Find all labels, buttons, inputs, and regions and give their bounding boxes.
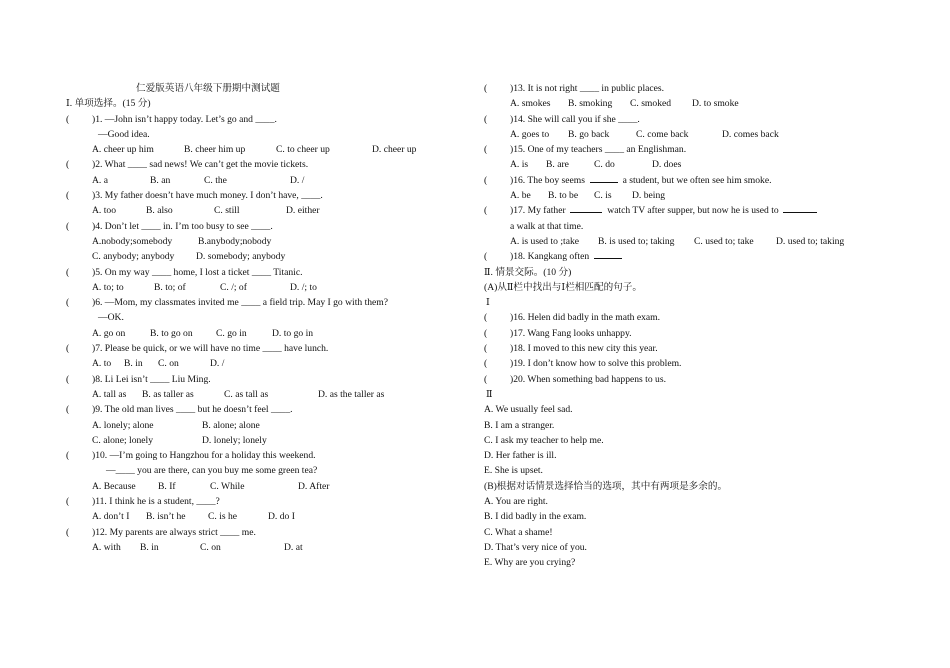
question-6 — [66, 295, 466, 310]
answer-paren: ( — [66, 450, 70, 462]
right-column — [484, 81, 864, 571]
option: D. being — [632, 190, 666, 202]
option: B. If — [158, 480, 176, 492]
option: A. a — [92, 174, 108, 186]
option: B. is used to; taking — [598, 235, 675, 247]
option: A. too — [92, 205, 116, 217]
question-text: )5. On my way ____ home, I lost a ticket ____ Titanic. — [92, 266, 303, 278]
answer-paren: ( — [66, 343, 70, 355]
options-row — [66, 509, 466, 524]
answer-paren: ( — [484, 144, 488, 156]
question-10 — [66, 448, 466, 463]
match-option: E. She is upset. — [484, 465, 543, 477]
option: B. in — [140, 541, 159, 553]
options-row — [66, 234, 466, 249]
option: C. on — [158, 358, 179, 370]
option: D. lonely; lonely — [202, 434, 267, 446]
question-8 — [66, 372, 466, 387]
question-reply: —OK. — [98, 312, 124, 324]
question-4 — [66, 219, 466, 234]
option: D. either — [286, 205, 320, 217]
options-row — [66, 203, 466, 218]
option: A. smokes — [510, 98, 551, 110]
question-text: )8. Li Lei isn’t ____ Liu Ming. — [92, 373, 211, 385]
option: D. to go in — [272, 327, 314, 339]
option: B. go back — [568, 128, 610, 140]
options-row — [484, 157, 864, 172]
question-reply: —____ you are there, can you buy me some green tea? — [106, 465, 318, 477]
match-item — [484, 356, 864, 371]
question-12 — [66, 525, 466, 540]
question-text — [510, 249, 622, 264]
options-row — [66, 249, 466, 264]
answer-paren: ( — [66, 526, 70, 538]
answer-paren: ( — [66, 113, 70, 125]
question-text-part: )18. Kangkang often — [510, 251, 590, 263]
match-text: )18. I moved to this new city this year. — [510, 343, 658, 355]
options-row — [66, 387, 466, 402]
answer-paren: ( — [484, 205, 488, 217]
option: B. as taller as — [142, 388, 194, 400]
question-11 — [66, 494, 466, 509]
question-text: )14. She will call you if she ____. — [510, 113, 640, 125]
left-column — [66, 81, 466, 555]
answer-paren: ( — [484, 358, 488, 370]
match-option: D. Her father is ill. — [484, 450, 557, 462]
option: C. smoked — [630, 98, 672, 110]
question-text: )3. My father doesn’t have much money. I don’t have, ____. — [92, 190, 323, 202]
answer-paren: ( — [66, 190, 70, 202]
dialogue-option: E. Why are you crying? — [484, 557, 576, 569]
column-ii-label: Ⅱ — [486, 388, 493, 400]
question-16 — [484, 173, 864, 188]
option: C. alone; lonely — [92, 434, 154, 446]
question-text — [510, 203, 817, 218]
question-text-part: watch TV after supper, but now he is used to — [607, 205, 779, 217]
question-text-part: )17. My father — [510, 205, 566, 217]
question-reply: —Good idea. — [98, 128, 150, 140]
question-continuation: a walk at that time. — [510, 220, 584, 232]
question-text — [510, 173, 772, 188]
section-heading: Ⅰ. 单项选择。(15 分) — [66, 98, 151, 110]
option: B. alone; alone — [202, 419, 260, 431]
option: A. cheer up him — [92, 144, 154, 156]
option: C. anybody; anybody — [92, 251, 175, 263]
answer-blank[interactable] — [570, 203, 602, 213]
answer-paren: ( — [484, 251, 488, 263]
match-item — [484, 341, 864, 356]
options-row — [484, 188, 864, 203]
question-5 — [66, 265, 466, 280]
question-3 — [66, 188, 466, 203]
match-item — [484, 310, 864, 325]
question-1 — [66, 112, 466, 127]
match-text: )20. When something bad happens to us. — [510, 373, 666, 385]
options-row — [484, 234, 864, 249]
option: A. tall as — [92, 388, 127, 400]
option: D. comes back — [722, 128, 779, 140]
option: D. cheer up — [372, 144, 417, 156]
option: A. is — [510, 159, 529, 171]
option: C. do — [594, 159, 615, 171]
option: C. come back — [636, 128, 689, 140]
option: C. to cheer up — [276, 144, 330, 156]
question-14 — [484, 112, 864, 127]
option: B. to; of — [154, 281, 186, 293]
question-text-part: a student, but we often see him smoke. — [622, 174, 772, 186]
option: C. While — [210, 480, 245, 492]
dialogue-option: D. That’s very nice of you. — [484, 541, 587, 553]
answer-paren: ( — [484, 312, 488, 324]
answer-paren: ( — [66, 266, 70, 278]
question-text: )6. —Mom, my classmates invited me ____ a field trip. May I go with them? — [92, 297, 389, 309]
question-text: )13. It is not right ____ in public places. — [510, 83, 665, 94]
option: A. lonely; alone — [92, 419, 154, 431]
question-18 — [484, 249, 864, 264]
question-text: )4. Don’t let ____ in. I’m too busy to see ____. — [92, 220, 273, 232]
options-row — [66, 326, 466, 341]
question-text: )2. What ____ sad news! We can’t get the movie tickets. — [92, 159, 309, 171]
options-row — [66, 540, 466, 555]
options-row — [484, 96, 864, 111]
option: D. do I — [268, 511, 295, 523]
answer-paren: ( — [66, 220, 70, 232]
option: B. an — [150, 174, 171, 186]
answer-paren: ( — [484, 373, 488, 385]
option: D. does — [652, 159, 682, 171]
match-option: C. I ask my teacher to help me. — [484, 434, 604, 446]
option: D. at — [284, 541, 303, 553]
option: C. is — [594, 190, 612, 202]
options-row — [66, 142, 466, 157]
match-option: B. I am a stranger. — [484, 419, 555, 431]
option: A. be — [510, 190, 531, 202]
dialogue-option: B. I did badly in the exam. — [484, 511, 587, 523]
option: C. used to; take — [694, 235, 754, 247]
question-text: )9. The old man lives ____ but he doesn’t feel ____. — [92, 404, 293, 416]
part-instruction: (A)从Ⅱ栏中找出与Ⅰ栏相匹配的句子。 — [484, 281, 642, 293]
question-text: )1. —John isn’t happy today. Let’s go and ____. — [92, 113, 277, 125]
answer-paren: ( — [66, 297, 70, 309]
question-17 — [484, 203, 864, 218]
question-13 — [484, 81, 864, 96]
answer-blank[interactable] — [590, 173, 618, 183]
dialogue-option: A. You are right. — [484, 496, 548, 508]
option: C. as tall as — [224, 388, 269, 400]
option: A. with — [92, 541, 121, 553]
answer-paren: ( — [484, 174, 488, 186]
option: B. to be — [548, 190, 579, 202]
option: B. smoking — [568, 98, 613, 110]
question-text: )15. One of my teachers ____ an Englishman. — [510, 144, 687, 156]
option: C. still — [214, 205, 240, 217]
option: D. somebody; anybody — [196, 251, 286, 263]
answer-paren: ( — [484, 83, 488, 94]
section-heading: Ⅱ. 情景交际。(10 分) — [484, 266, 572, 278]
answer-blank[interactable] — [594, 249, 622, 259]
question-text: )11. I think he is a student, ____? — [92, 496, 220, 508]
option: B. to go on — [150, 327, 193, 339]
match-item — [484, 372, 864, 387]
option: B. are — [546, 159, 569, 171]
option: A. goes to — [510, 128, 550, 140]
options-row — [66, 418, 466, 433]
options-row — [66, 479, 466, 494]
page-title: 仁爱版英语八年级下册期中测试题 — [136, 83, 280, 94]
answer-paren: ( — [484, 327, 488, 339]
option: A. Because — [92, 480, 136, 492]
answer-paren: ( — [66, 159, 70, 171]
match-text: )17. Wang Fang looks unhappy. — [510, 327, 632, 339]
question-9 — [66, 402, 466, 417]
option: A.nobody;somebody — [92, 235, 173, 247]
option: B. cheer him up — [184, 144, 246, 156]
answer-blank[interactable] — [783, 203, 817, 213]
match-text: )16. Helen did badly in the math exam. — [510, 312, 660, 324]
option: D. After — [298, 480, 330, 492]
match-option: A. We usually feel sad. — [484, 404, 573, 416]
option: A. to — [92, 358, 112, 370]
question-text: )7. Please be quick, or we will have no time ____ have lunch. — [92, 343, 329, 355]
question-7 — [66, 341, 466, 356]
option: C. is he — [208, 511, 238, 523]
option: B. isn’t he — [146, 511, 186, 523]
options-row — [484, 127, 864, 142]
options-row — [66, 280, 466, 295]
match-text: )19. I don’t know how to solve this problem. — [510, 358, 682, 370]
option: C. /; of — [220, 281, 247, 293]
option: D. to smoke — [692, 98, 739, 110]
question-15 — [484, 142, 864, 157]
option: A. to; to — [92, 281, 124, 293]
answer-paren: ( — [66, 373, 70, 385]
option: B.anybody;nobody — [198, 235, 272, 247]
answer-paren: ( — [66, 496, 70, 508]
option: A. don’t I — [92, 511, 130, 523]
part-instruction: (B)根据对话情景选择恰当的选项，其中有两项是多余的。 — [484, 480, 728, 492]
question-text-part: )16. The boy seems — [510, 174, 585, 186]
question-2 — [66, 157, 466, 172]
option: D. /; to — [290, 281, 317, 293]
answer-paren: ( — [66, 404, 70, 416]
option: D. used to; taking — [776, 235, 845, 247]
option: D. as the taller as — [318, 388, 385, 400]
option: D. / — [210, 358, 225, 370]
answer-paren: ( — [484, 343, 488, 355]
option: B. in — [124, 358, 143, 370]
question-text: )12. My parents are always strict ____ me. — [92, 526, 256, 538]
option: A. go on — [92, 327, 126, 339]
option: A. is used to ;take — [510, 235, 580, 247]
options-row — [66, 173, 466, 188]
dialogue-option: C. What a shame! — [484, 526, 553, 538]
option: D. / — [290, 174, 305, 186]
answer-paren: ( — [484, 113, 488, 125]
options-row — [66, 433, 466, 448]
column-i-label: Ⅰ — [486, 297, 490, 309]
match-item — [484, 326, 864, 341]
option: C. go in — [216, 327, 247, 339]
option: C. the — [204, 174, 227, 186]
question-text: )10. —I’m going to Hangzhou for a holiday this weekend. — [92, 450, 316, 462]
options-row — [66, 356, 466, 371]
option: B. also — [146, 205, 173, 217]
option: C. on — [200, 541, 221, 553]
